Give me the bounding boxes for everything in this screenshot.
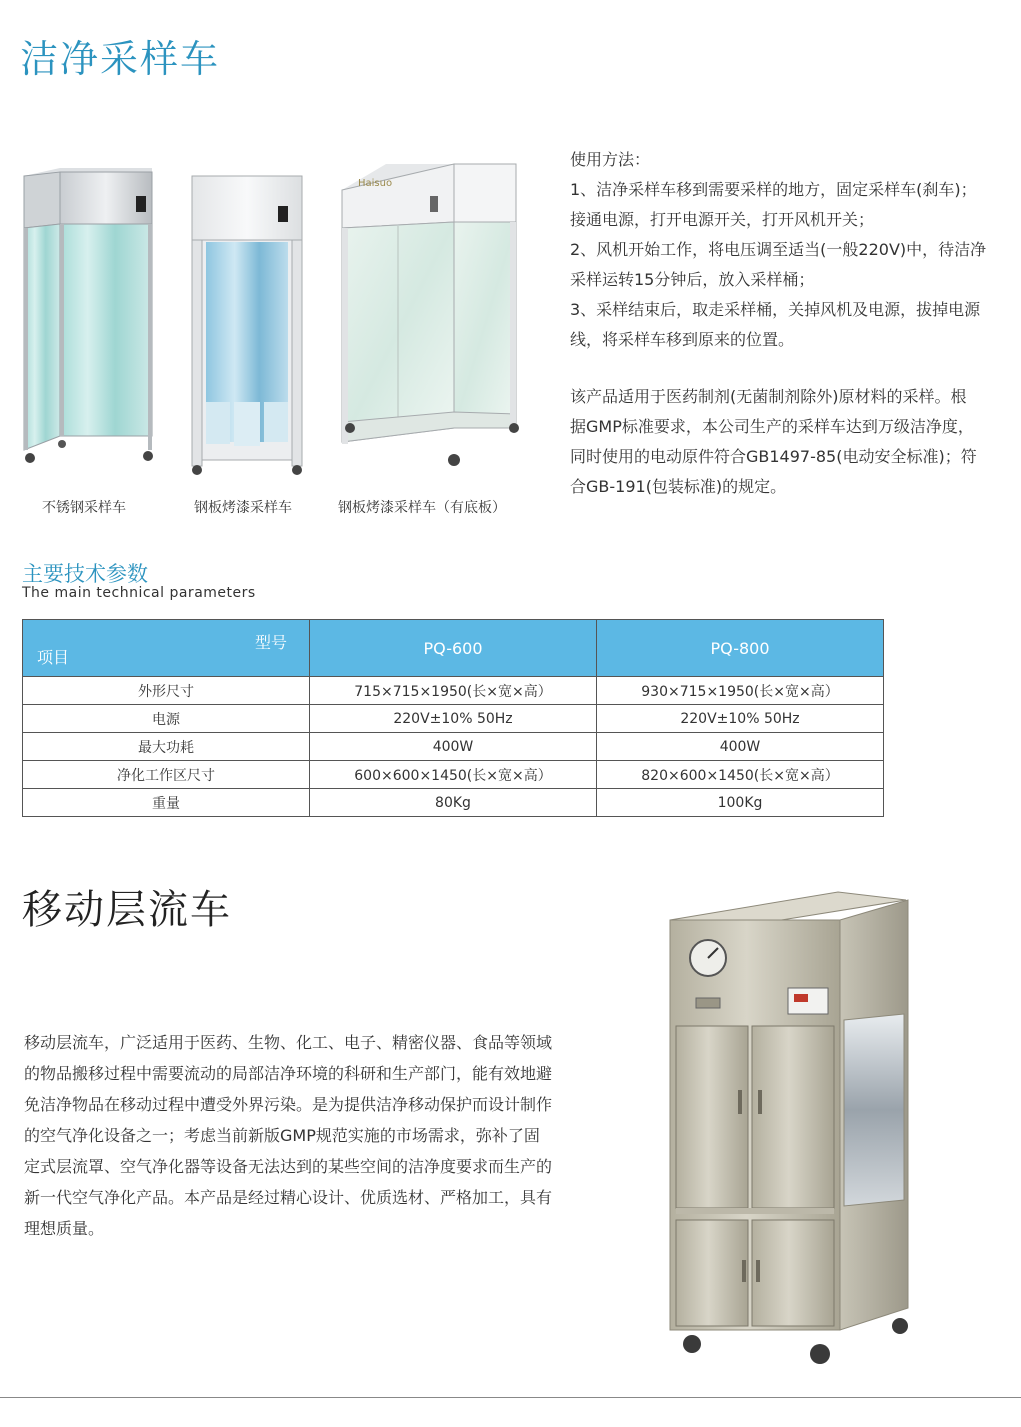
row-value-2: 220V±10% 50Hz: [597, 705, 884, 733]
row-item: 外形尺寸: [23, 677, 310, 705]
table-row: [23, 761, 884, 789]
row-item: 重量: [23, 789, 310, 817]
params-title-en: The main technical parameters: [22, 585, 256, 601]
header-model-label: 型号: [254, 633, 287, 652]
row-value-1: 80Kg: [310, 789, 597, 817]
product-image-stainless-cart: [18, 168, 158, 478]
row-value-2: 930×715×1950(长×宽×高）: [597, 677, 884, 705]
row-value-2: 100Kg: [597, 789, 884, 817]
row-value-1: 715×715×1950(长×宽×高）: [310, 677, 597, 705]
header-model-2: PQ-800: [597, 620, 884, 677]
laminar-cart-description: 移动层流车，广泛适用于医药、生物、化工、电子、精密仪器、食品等领域的物品搬移过程中需要流动的局部洁净环境的科研和生产部门，能有效地避免洁净物品在移动过程中遭受外界污染。是为提供洁净移动保护而设计制作的空气净化设备之一；考虑当前新版GMP规范实施的市场需求，弥补了固定式层流罩、空气净化器等设备无法达到的某些空间的洁净度要求而生产的新一代空气净化产品。本产品是经过精心设计、优质选材、严格加工，具有理想质量。: [24, 1033, 553, 1238]
caption-stainless-cart: 不锈钢采样车: [42, 500, 126, 516]
usage-instructions: [570, 145, 990, 355]
spec-table: [22, 619, 884, 817]
caption-painted-cart-with-base: 钢板烤漆采样车（有底板）: [338, 500, 506, 516]
product-image-painted-cart: [188, 172, 310, 478]
row-item: 最大功耗: [23, 733, 310, 761]
section-title-sampling-cart: 洁净采样车: [20, 37, 221, 81]
params-title-cn: 主要技术参数: [22, 562, 148, 586]
product-image-painted-cart-with-base: [338, 160, 524, 476]
row-item: 电源: [23, 705, 310, 733]
brand-mark: Haisuo: [358, 178, 393, 189]
caption-painted-cart: 钢板烤漆采样车: [194, 500, 292, 516]
header-item-label: 项目: [37, 648, 70, 667]
section-title-laminar-cart: 移动层流车: [22, 887, 232, 933]
row-value-1: 600×600×1450(长×宽×高）: [310, 761, 597, 789]
product-description: 该产品适用于医药制剂(无菌制剂除外)原材料的采样。根据GMP标准要求，本公司生产的采样车达到万级洁净度，同时使用的电动原件符合GB1497-85(电动安全标准)；符合GB-191(包装标准)的规定。: [570, 387, 977, 496]
table-row: [23, 705, 884, 733]
product-image-laminar-flow-cart: [668, 890, 940, 1376]
table-row: [23, 789, 884, 817]
table-row: [23, 677, 884, 705]
row-value-2: 820×600×1450(长×宽×高）: [597, 761, 884, 789]
usage-heading: 使用方法：: [570, 150, 651, 169]
header-model-1: PQ-600: [310, 620, 597, 677]
table-row: [23, 733, 884, 761]
spec-table-header: [23, 620, 884, 677]
header-corner-cell: [23, 620, 310, 677]
row-value-2: 400W: [597, 733, 884, 761]
row-item: 净化工作区尺寸: [23, 761, 310, 789]
usage-step-3: 3、采样结束后，取走采样桶，关掉风机及电源，拔掉电源线，将采样车移到原来的位置。: [570, 300, 981, 349]
usage-step-2: 2、风机开始工作，将电压调至适当(一般220V)中，待洁净采样运转15分钟后，放入采样桶；: [570, 240, 987, 289]
usage-step-1: 1、洁净采样车移到需要采样的地方，固定采样车(刹车)；接通电源，打开电源开关，打开风机开关；: [570, 180, 977, 229]
row-value-1: 220V±10% 50Hz: [310, 705, 597, 733]
row-value-1: 400W: [310, 733, 597, 761]
page-bottom-divider: [0, 1397, 1021, 1398]
